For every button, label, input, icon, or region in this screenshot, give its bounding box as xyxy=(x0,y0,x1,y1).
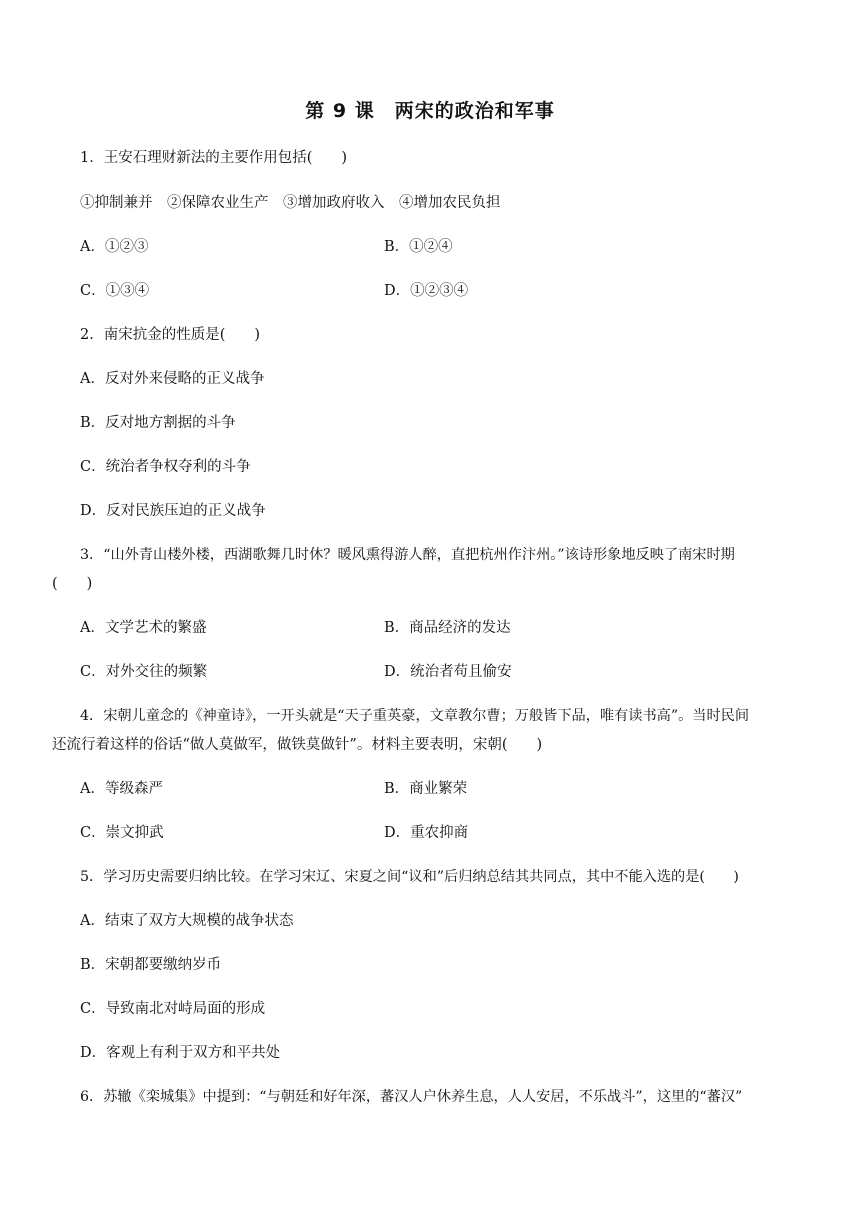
question-3-stem-line-1: 3．“山外青山楼外楼，西湖歌舞几时休？暖风熏得游人醉，直把杭州作汴州。”该诗形象地反映了南宋时期 xyxy=(80,547,735,563)
question-3-option-a: A．文学艺术的繁盛 xyxy=(80,620,207,636)
question-1-stem: 1．王安石理财新法的主要作用包括( ) xyxy=(80,150,348,166)
question-2-stem: 2．南宋抗金的性质是( ) xyxy=(80,327,261,343)
question-4-stem-line-1: 4．宋朝儿童念的《神童诗》，一开头就是“天子重英豪，文章教尔曹；万般皆下品，唯有读书高”。当时民间 xyxy=(80,708,750,724)
question-1-option-a: A．①②③ xyxy=(80,239,149,255)
question-4-option-b: B．商业繁荣 xyxy=(384,781,468,797)
question-5-option-d: D．客观上有利于双方和平共处 xyxy=(80,1045,281,1061)
question-1-option-b: B．①②④ xyxy=(384,239,453,255)
question-5-stem: 5．学习历史需要归纳比较。在学习宋辽、宋夏之间“议和”后归纳总结其共同点，其中不能入选的是( ) xyxy=(80,869,739,885)
question-5-option-a: A．结束了双方大规模的战争状态 xyxy=(80,913,294,929)
question-2-option-a: A．反对外来侵略的正义战争 xyxy=(80,371,265,387)
question-3-option-c: C．对外交往的频繁 xyxy=(80,664,208,680)
question-5-option-b: B．宋朝都要缴纳岁币 xyxy=(80,957,222,973)
question-2-option-c: C．统治者争权夺利的斗争 xyxy=(80,459,251,475)
question-1-option-c: C．①③④ xyxy=(80,283,150,299)
question-4-option-c: C．崇文抑武 xyxy=(80,825,164,841)
question-6-stem-line-1: 6．苏辙《栾城集》中提到：“与朝廷和好年深，蕃汉人户休养生息，人人安居，不乐战斗”，这里的“蕃汉” xyxy=(80,1089,743,1105)
question-3-option-b: B．商品经济的发达 xyxy=(384,620,511,636)
question-4-option-d: D．重农抑商 xyxy=(384,825,469,841)
question-4-option-a: A．等级森严 xyxy=(80,781,163,797)
question-1-items: ①抑制兼并 ②保障农业生产 ③增加政府收入 ④增加农民负担 xyxy=(80,195,501,211)
question-1-option-d: D．①②③④ xyxy=(384,283,469,299)
page-title: 第 9 课 两宋的政治和军事 xyxy=(305,100,555,122)
question-3-stem-line-2: ( ) xyxy=(52,576,93,592)
question-4-stem-line-2: 还流行着这样的俗话“做人莫做军，做铁莫做针”。材料主要表明，宋朝( ) xyxy=(52,737,543,753)
question-5-option-c: C．导致南北对峙局面的形成 xyxy=(80,1001,266,1017)
question-3-option-d: D．统治者苟且偷安 xyxy=(384,664,512,680)
question-2-option-b: B．反对地方割据的斗争 xyxy=(80,415,236,431)
question-2-option-d: D．反对民族压迫的正义战争 xyxy=(80,503,266,519)
